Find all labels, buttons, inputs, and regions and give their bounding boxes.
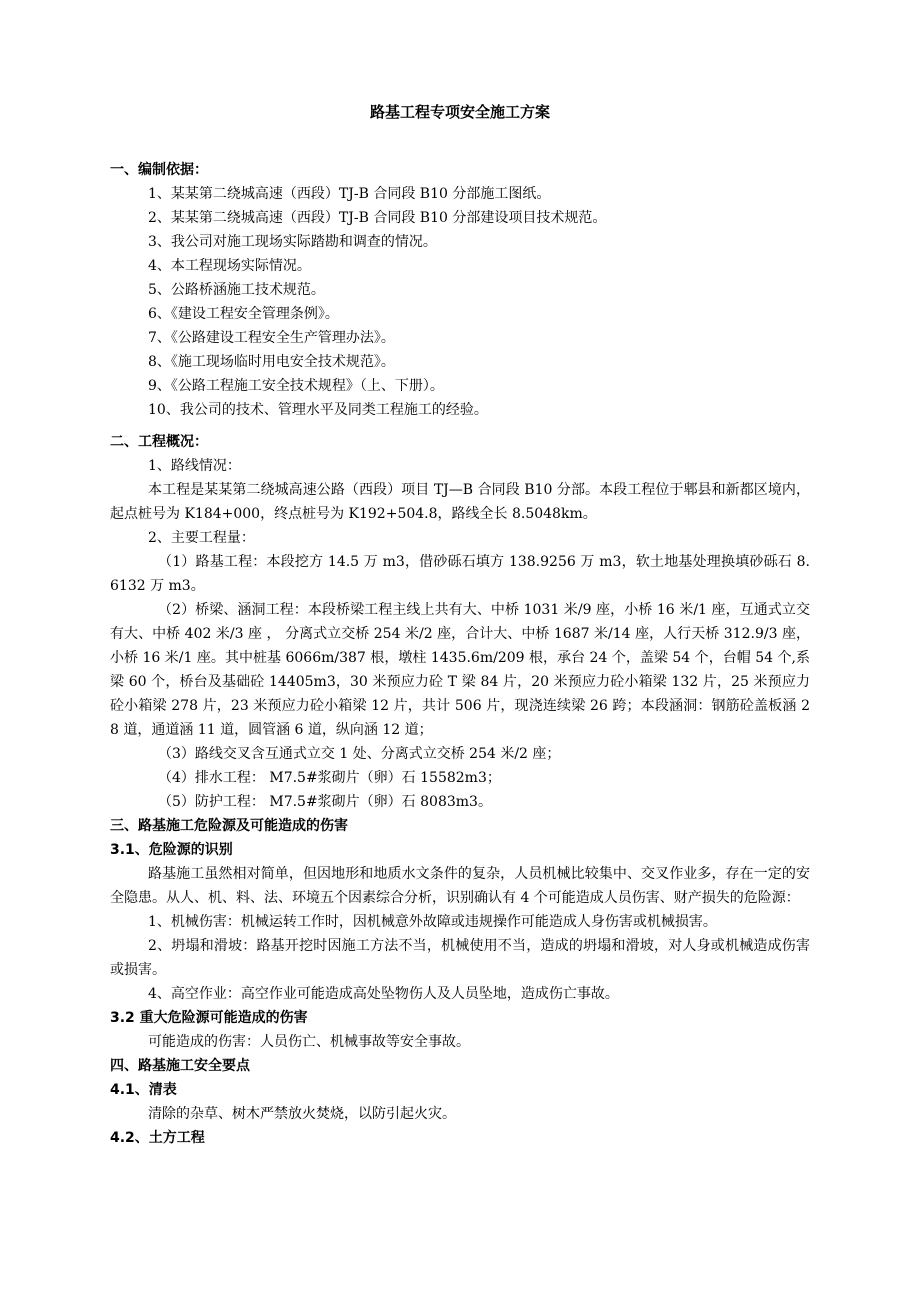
hazard-item-2: 2、坍塌和滑坡：路基开挖时因施工方法不当，机械使用不当，造成的坍塌和滑坡，对人身或机械造成伤害或损害。 bbox=[110, 938, 810, 978]
list-item: 4、本工程现场实际情况。 bbox=[148, 258, 311, 274]
section-heading-safety-points: 四、路基施工安全要点 bbox=[110, 1058, 250, 1074]
subsection-heading-4-1: 4.1、清表 bbox=[110, 1082, 177, 1098]
subsection-heading-4-2: 4.2、土方工程 bbox=[110, 1130, 205, 1146]
list-item: 1、某某第二绕城高速（西段）TJ-B 合同段 B10 分部施工图纸。 bbox=[148, 186, 551, 202]
subsection-heading-3-2: 3.2 重大危险源可能造成的伤害 bbox=[110, 1010, 308, 1026]
route-paragraph: 本工程是某某第二绕城高速公路（西段）项目 TJ—B 合同段 B10 分部。本段工程位于郫县和新都区境内，起点桩号为 K184+000，终点桩号为 K192+504.8，路线全长 8.5048km。 bbox=[110, 482, 810, 522]
list-item: 9、《公路工程施工安全技术规程》（上、下册）。 bbox=[148, 378, 444, 394]
harm-paragraph: 可能造成的伤害：人员伤亡、机械事故等安全事故。 bbox=[148, 1034, 470, 1050]
quantity-item-5: （5）防护工程： M7.5#浆砌片（卵）石 8083m3。 bbox=[158, 794, 492, 810]
list-item: 3、我公司对施工现场实际踏勘和调查的情况。 bbox=[148, 234, 437, 250]
list-item: 2、某某第二绕城高速（西段）TJ-B 合同段 B10 分部建设项目技术规范。 bbox=[148, 210, 607, 226]
quantity-label: 2、主要工程量： bbox=[148, 530, 255, 546]
list-item: 7、《公路建设工程安全生产管理办法》。 bbox=[148, 330, 395, 346]
list-item: 6、《建设工程安全管理条例》。 bbox=[148, 306, 339, 322]
list-item: 10、我公司的技术、管理水平及同类工程施工的经验。 bbox=[148, 402, 488, 418]
clearing-paragraph: 清除的杂草、树木严禁放火焚烧，以防引起火灾。 bbox=[148, 1106, 456, 1122]
list-item: 5、公路桥涵施工技术规范。 bbox=[148, 282, 325, 298]
route-label: 1、路线情况： bbox=[148, 458, 241, 474]
basis-list bbox=[110, 182, 810, 422]
subsection-heading-3-1: 3.1、危险源的识别 bbox=[110, 842, 233, 858]
hazard-item-1: 1、机械伤害：机械运转工作时，因机械意外故障或违规操作可能造成人身伤害或机械损害。 bbox=[148, 914, 717, 930]
quantity-item-3: （3）路线交叉含互通式立交 1 处、分离式立交桥 254 米/2 座； bbox=[158, 746, 561, 762]
section-heading-hazards: 三、路基施工危险源及可能造成的伤害 bbox=[110, 818, 348, 834]
document-page bbox=[110, 100, 810, 1150]
hazard-intro-paragraph: 路基施工虽然相对简单，但因地形和地质水文条件的复杂，人员机械比较集中、交叉作业多，存在一定的安全隐患。从人、机、料、法、环境五个因素综合分析，识别确认有 4 个可能造成人员伤害、财产损失的危险源： bbox=[110, 866, 810, 906]
section-heading-basis: 一、编制依据： bbox=[110, 162, 208, 178]
hazard-item-4: 4、高空作业：高空作业可能造成高处坠物伤人及人员坠地，造成伤亡事故。 bbox=[148, 986, 619, 1002]
list-item: 8、《施工现场临时用电安全技术规范》。 bbox=[148, 354, 395, 370]
quantity-item-2: （2）桥梁、涵洞工程：本段桥梁工程主线上共有大、中桥 1031 米/9 座，小桥 16 米/1 座，互通式立交有大、中桥 402 米/3 座 ， 分离式立交桥 254 米/2 座，合计大、中桥 1687 米/14 座，人行天桥 312.9/3 座，小桥 16 米/1 座。其中桩基 6066m/387 根，墩柱 1435.6m/209 根，承台 24 个，盖梁 54 个，台帽 54 个,系梁 60 个，桥台及基础砼 14405m3，30 米预应力砼 T 梁 84 片，20 米预应力砼小箱梁 132 片，25 米预应力砼小箱梁 278 片，23 米预应力砼小箱梁 12 片，共计 506 片，现浇连续梁 26 跨；本段涵洞：钢筋砼盖板涵 28 道，通道涵 11 道，圆管涵 6 道，纵向涵 12 道； bbox=[110, 602, 810, 738]
quantity-item-1: （1）路基工程：本段挖方 14.5 万 m3，借砂砾石填方 138.9256 万 m3，软土地基处理换填砂砾石 8.6132 万 m3。 bbox=[110, 554, 810, 594]
section-heading-overview: 二、工程概况： bbox=[110, 434, 208, 450]
document-title: 路基工程专项安全施工方案 bbox=[369, 103, 550, 121]
quantity-item-4: （4）排水工程： M7.5#浆砌片（卵）石 15582m3； bbox=[158, 770, 501, 786]
